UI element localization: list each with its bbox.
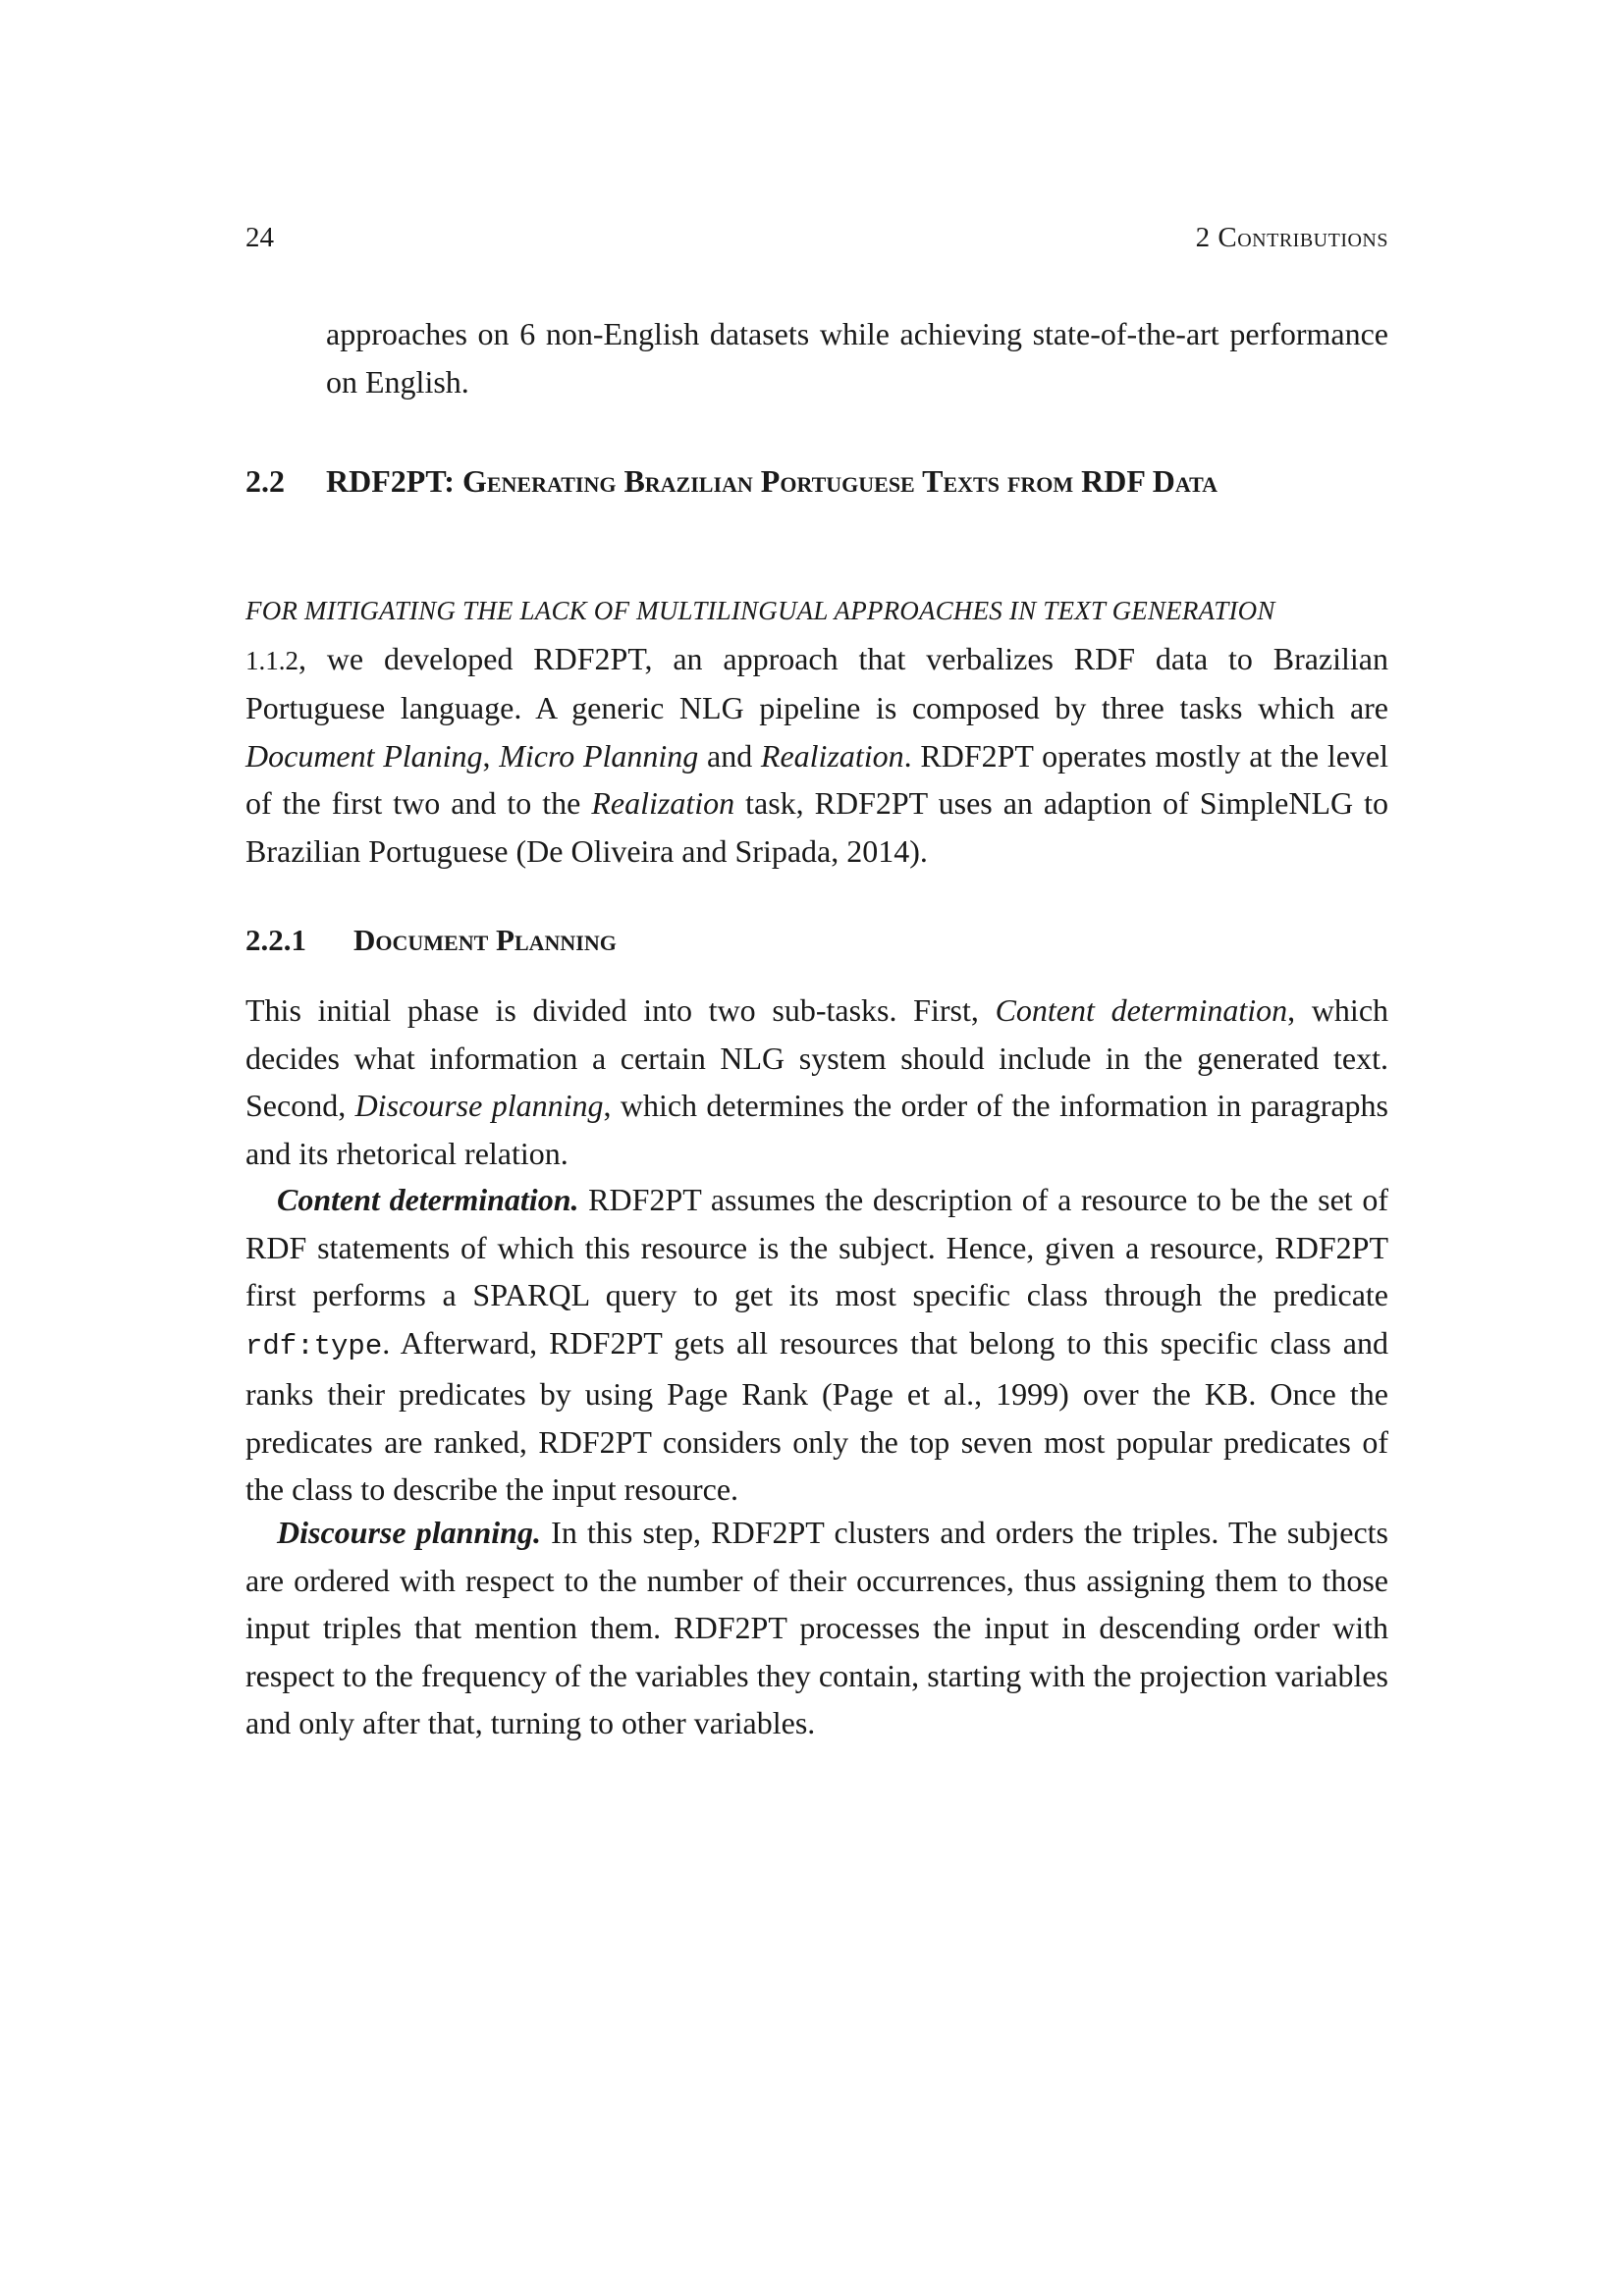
chapter-title: 2 Contributions [1195,222,1388,253]
discourse-planning-paragraph [245,1509,1388,1747]
task-realization-ref: Realization [591,785,735,821]
term-content-determination: Content determination [995,992,1288,1028]
intro-text: . RDF2PT operates mostly at the level of the first two and to the [245,737,1389,821]
subsection-heading [245,917,1388,964]
run-in-heading: Discourse planning. [277,1515,541,1550]
section-reference-label: FOR MITIGATING THE LACK OF MULTILINGUAL APPROACHES IN TEXT GENERATION [245,596,1275,625]
planning-intro-paragraph [245,987,1388,1177]
intro-paragraph [245,585,1388,875]
code-rdf-type: rdf:type [245,1329,383,1362]
paragraph-text: In this step, RDF2PT clusters and orders the triples. The subjects are ordered with respect to the number of their occurrences, thus assigning them to those input triples that mention them. RDF2PT processes the input in descending order with respect to the frequency of the variables they contain, starting with the projection variables and only after that, turning to other variables. [245,1515,1389,1740]
continuation-text: approaches on 6 non-English datasets while achieving state-of-the-art performance on English. [326,316,1388,400]
task-document-planing: Document Planing [245,737,483,774]
section-number: 2.2 [245,463,285,499]
task-realization: Realization [760,737,904,774]
continuation-paragraph [326,310,1388,405]
paragraph-text: , which determines the order of the information in paragraphs and its rhetorical relation. [245,1088,1388,1171]
separator: and [698,737,761,774]
term-discourse-planning: Discourse planning [354,1088,604,1123]
section-title: RDF2PT: Generating Brazilian Portuguese Texts from RDF Data [326,463,1218,499]
task-micro-planning: Micro Planning [499,737,699,774]
run-in-heading: Content determination. [277,1182,579,1217]
subsection-number: 2.2.1 [245,923,306,957]
paragraph-text: RDF2PT assumes the description of a resource to be the set of RDF statements of which this resource is the subject. Hence, given a resource, RDF2PT first performs a SPARQL query to get its most specific class through the predicate [245,1182,1389,1312]
section-reference-number: 1.1.2 [245,645,298,675]
page-number: 24 [245,222,274,253]
intro-text: task, RDF2PT uses an adaption of SimpleNLG to Brazilian Portuguese (De Oliveira and Sripada, 2014). [245,785,1389,869]
separator: , [482,737,500,774]
paragraph-text: , which decides what information a certain NLG system should include in the generated text. Second, [245,992,1389,1123]
section-heading [245,457,1388,505]
running-head [245,218,1388,257]
intro-text: , we developed RDF2PT, an approach that verbalizes RDF data to Brazilian Portuguese language. A generic NLG pipeline is composed by three tasks which are [245,640,1388,725]
subsection-title: Document Planning [353,923,617,957]
paragraph-text: This initial phase is divided into two sub-tasks. First, [245,992,996,1028]
content-determination-paragraph [245,1176,1388,1514]
paragraph-text: . Afterward, RDF2PT gets all resources that belong to this specific class and ranks their predicates by using Page Rank (Page et al., 1999) over the KB. Once the predicates are ranked, RDF2PT considers only the top seven most popular predicates of the class to describe the input resource. [245,1324,1388,1507]
